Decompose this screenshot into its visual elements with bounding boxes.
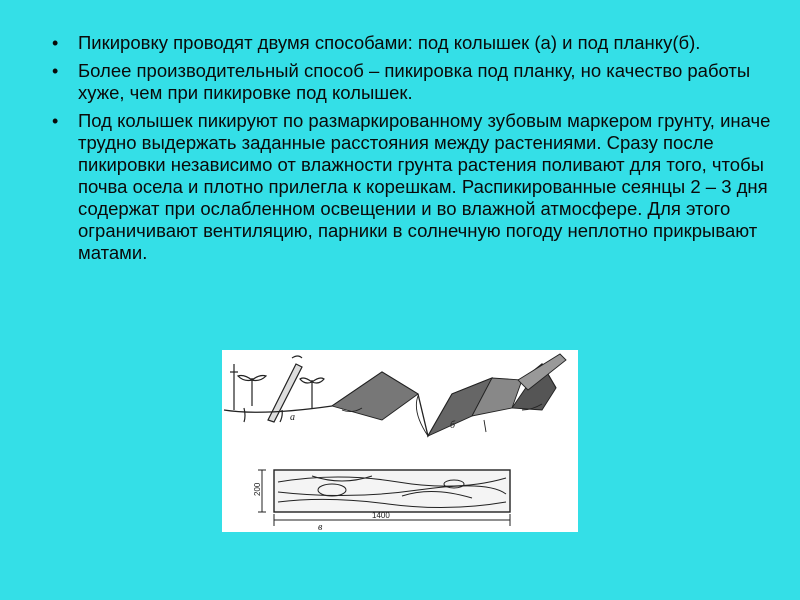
bullet-item-3 [52, 110, 772, 264]
bullet-dot: • [52, 61, 59, 81]
bullet-item-2 [52, 60, 772, 104]
bullet-list [52, 32, 772, 270]
bullet-text-3: Под колышек пикируют по размаркированному зубовым маркером грунту, иначе трудно выдержать заданные расстояния между растениями. Сразу после пикировки независимо от влажности грунта растения поливают для того, чтобы почва осела и плотно прилегла к корешкам. Распикированные сеянцы 2 – 3 дня содержат при ослабленном освещении и во влажной атмосфере. Для этого ограничивают вентиляцию, парники в солнечную погоду неплотно прикрывают матами. [78, 110, 771, 263]
bullet-text-2: Более производительный способ – пикировка под планку, но качество работы хуже, чем при пикировке под колышек. [78, 60, 751, 103]
peg-method-drawing [224, 356, 332, 422]
label-a: а [290, 412, 295, 423]
label-b: б [450, 420, 456, 431]
bullet-dot: • [52, 33, 59, 53]
dimension-width: 1400 [372, 511, 390, 520]
board-method-drawing [332, 354, 566, 436]
pricking-out-illustration [222, 350, 578, 532]
bullet-text-1: Пикировку проводят двумя способами: под колышек (а) и под планку(б). [78, 32, 701, 53]
dimension-height: 200 [253, 482, 262, 496]
bullet-dot: • [52, 111, 59, 131]
bullet-item-1 [52, 32, 772, 54]
label-v: в [318, 522, 323, 532]
illustration-drawing [222, 350, 578, 532]
